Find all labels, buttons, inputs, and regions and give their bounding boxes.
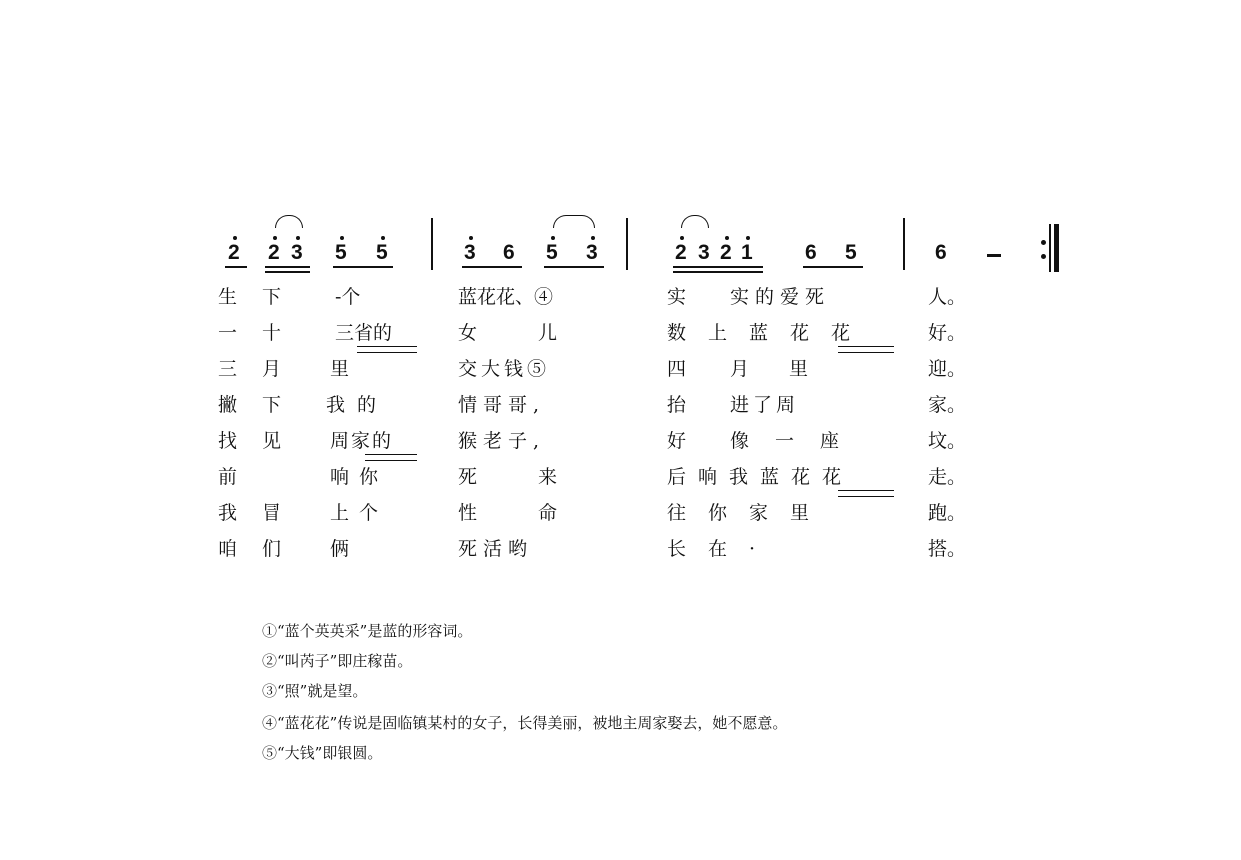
lyric-syllable: 后响我蓝花花 [667,466,854,488]
lyric-syllable: 蓝花花、④ [458,286,554,308]
lyric-syllable: 跑。 [928,502,967,524]
lyric-underline [357,346,417,353]
lyric-syllable: 找 [218,430,238,452]
octave-dot [680,236,684,240]
lyric-syllable: 情哥哥, [458,394,546,416]
rhythm-underline [544,266,604,268]
lyric-syllable: -个 [335,286,361,308]
lyric-syllable: 搭。 [928,538,967,560]
lyric-syllable: 前 [218,466,238,488]
octave-dot [233,236,237,240]
note: 2 [720,241,732,264]
octave-dot [296,236,300,240]
note: 3 [291,241,303,264]
lyric-syllable: 三省的 [335,322,393,344]
lyric-syllable: 响你 [330,466,389,488]
footnote: ①“蓝个英英采”是蓝的形容词。 [262,622,473,640]
lyric-syllable: 往你家里 [667,502,832,524]
rhythm-underline [265,266,310,268]
lyric-syllable: 像一座 [730,430,866,452]
lyric-syllable: 我的 [326,394,389,416]
note: 2 [228,241,240,264]
lyric-syllable: 抬 [667,394,687,416]
rhythm-underline [673,266,763,268]
octave-dot [591,236,595,240]
note: 5 [546,241,558,264]
lyric-syllable: 命 [538,502,558,524]
lyric-syllable: 性 [458,502,478,524]
lyric-underline [838,346,894,353]
rhythm-underline [803,266,863,268]
repeat-barline-thick [1054,224,1059,272]
footnote: ④“蓝花花”传说是固临镇某村的女子，长得美丽，被地主周家娶去，她不愿意。 [262,714,788,732]
lyric-syllable: 家。 [928,394,967,416]
lyric-syllable: 我 [218,502,238,524]
lyric-syllable: 俩 [330,538,350,560]
sustain-dash [987,254,1001,257]
lyric-syllable: 下 [262,394,282,416]
lyric-syllable: 好 [667,430,687,452]
octave-dot [381,236,385,240]
lyric-syllable: 好。 [928,322,967,344]
note: 2 [268,241,280,264]
repeat-dot [1041,254,1046,259]
note: 6 [935,241,947,264]
lyric-syllable: 儿 [538,322,558,344]
note: 6 [805,241,817,264]
lyric-syllable: 三 [218,358,238,380]
rhythm-underline [462,266,522,268]
note: 3 [464,241,476,264]
note: 1 [741,241,753,264]
lyric-syllable: 下 [262,286,282,308]
slur [553,215,595,228]
octave-dot [273,236,277,240]
note: 3 [698,241,710,264]
lyric-syllable: 月 [262,358,282,380]
rhythm-underline [673,271,763,273]
footnote: ③“照”就是望。 [262,682,368,700]
lyric-syllable: 十 [262,322,282,344]
lyric-syllable: 走。 [928,466,967,488]
lyric-syllable: 女 [458,322,478,344]
lyric-underline [365,454,417,461]
lyric-syllable: 实 [667,286,687,308]
octave-dot [469,236,473,240]
lyric-syllable: 生 [218,286,238,308]
lyric-syllable: 咱 [218,538,238,560]
lyric-syllable: 猴老子, [458,430,546,452]
lyric-syllable: 死 [458,466,478,488]
lyric-syllable: 迎。 [928,358,967,380]
lyric-syllable: 死活哟 [458,538,534,560]
lyric-syllable: 里 [330,358,350,380]
note: 3 [586,241,598,264]
lyric-syllable: 数上蓝花花 [667,322,873,344]
octave-dot [340,236,344,240]
bar-line [431,218,433,270]
bar-line [626,218,628,270]
slur [681,215,709,228]
lyric-syllable: 进了周 [730,394,800,416]
footnote: ②“叫芮子”即庄稼苗。 [262,652,413,670]
lyric-syllable: 人。 [928,286,967,308]
note: 5 [376,241,388,264]
lyric-syllable: 来 [538,466,558,488]
note: 5 [335,241,347,264]
rhythm-underline [333,266,393,268]
lyric-syllable: 四 [667,358,687,380]
rhythm-underline [265,271,310,273]
lyric-syllable: 一 [218,322,238,344]
note: 6 [503,241,515,264]
octave-dot [746,236,750,240]
slur [275,215,303,228]
lyric-syllable: 实的爱死 [730,286,831,308]
note: 5 [845,241,857,264]
note: 2 [675,241,687,264]
lyric-syllable: 撇 [218,394,238,416]
lyric-syllable: 们 [262,538,282,560]
bar-line [903,218,905,270]
lyric-syllable: 冒 [262,502,282,524]
lyric-syllable: 上个 [330,502,389,524]
repeat-dot [1041,240,1046,245]
lyric-syllable: 长在· [667,538,778,560]
footnote: ⑤“大钱”即银圆。 [262,744,383,762]
lyric-syllable: 交大钱⑤ [458,358,551,380]
rhythm-underline [225,266,247,268]
lyric-syllable: 见 [262,430,282,452]
octave-dot [551,236,555,240]
lyric-syllable: 坟。 [928,430,967,452]
octave-dot [725,236,729,240]
repeat-barline-thin [1049,224,1051,272]
lyric-syllable: 周家的 [330,430,394,452]
lyric-syllable: 月里 [730,358,849,380]
lyric-underline [838,490,894,497]
